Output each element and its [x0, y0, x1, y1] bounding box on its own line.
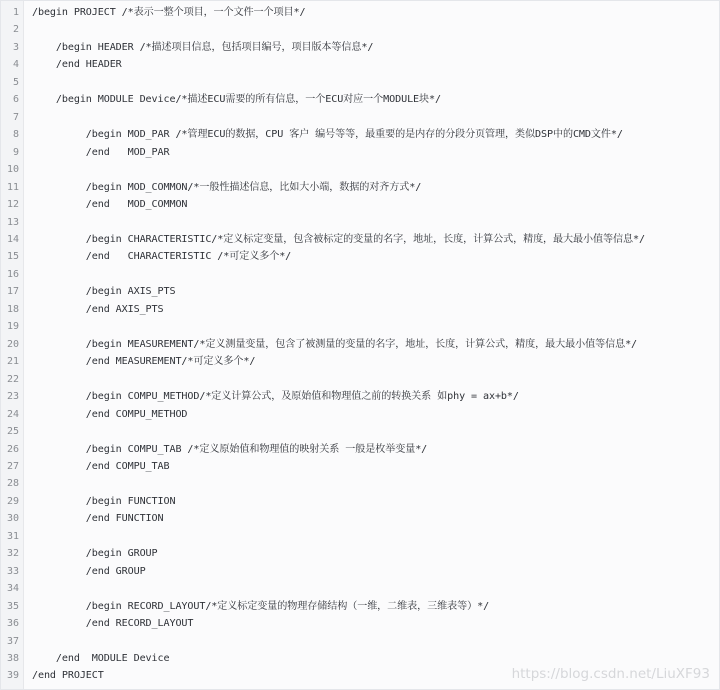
code-line: [1, 615, 719, 632]
code-text: /end MOD_COMMON: [32, 199, 188, 211]
code-line: [1, 231, 719, 248]
code-line: [1, 493, 719, 510]
line-number: 26: [6, 443, 19, 455]
code-line: [1, 388, 719, 405]
line-number: 21: [6, 356, 19, 368]
code-line: [1, 545, 719, 562]
code-line: [1, 56, 719, 73]
line-number: 25: [6, 426, 19, 438]
code-text: /begin GROUP: [32, 548, 158, 560]
code-text: /end RECORD_LAYOUT: [32, 618, 194, 630]
line-number: 15: [6, 251, 19, 263]
code-line: [1, 248, 719, 265]
code-line: [1, 650, 719, 667]
code-line: [1, 353, 719, 370]
code-line: [1, 406, 719, 423]
code-line: [1, 423, 719, 440]
code-text: /begin CHARACTERISTIC/*定义标定变量，包含被标定的变量的名字，地址，长度，计算公式，精度，最大最小值等信息*/: [32, 233, 645, 245]
code-line: [1, 336, 719, 353]
code-line: [1, 144, 719, 161]
code-text: /begin AXIS_PTS: [32, 286, 176, 298]
code-text: /begin HEADER /*描述项目信息，包括项目编号，项目版本等信息*/: [32, 41, 374, 53]
code-text: /begin MOD_COMMON/*一般性描述信息，比如大小端，数据的对齐方式*/: [32, 181, 422, 193]
line-number: 24: [6, 408, 19, 420]
line-number: 4: [12, 59, 19, 71]
code-line: [1, 475, 719, 492]
code-text: /begin COMPU_TAB /*定义原始值和物理值的映射关系 一般是枚举变量*/: [32, 443, 428, 455]
code-line: [1, 161, 719, 178]
line-number: 12: [6, 199, 19, 211]
code-line: [1, 283, 719, 300]
line-number: 36: [6, 618, 19, 630]
line-number: 31: [6, 530, 19, 542]
code-text: /end COMPU_METHOD: [32, 408, 188, 420]
line-number: 19: [6, 321, 19, 333]
line-number: 16: [6, 268, 19, 280]
line-number: 14: [6, 233, 19, 245]
line-number: 13: [6, 216, 19, 228]
code-text: /begin RECORD_LAYOUT/*定义标定变量的物理存储结构（一维，二维表，三维表等）*/: [32, 600, 490, 612]
code-line: [1, 633, 719, 650]
line-number: 23: [6, 391, 19, 403]
line-number: 35: [6, 600, 19, 612]
code-line: [1, 528, 719, 545]
code-text: /end COMPU_TAB: [32, 460, 170, 472]
code-line: [1, 109, 719, 126]
line-number: 28: [6, 478, 19, 490]
code-line: [1, 580, 719, 597]
code-text: /end CHARACTERISTIC /*可定义多个*/: [32, 251, 292, 263]
line-number: 33: [6, 565, 19, 577]
line-number: 18: [6, 303, 19, 315]
code-line: [1, 318, 719, 335]
code-line: [1, 458, 719, 475]
line-number: 32: [6, 548, 19, 560]
line-number: 9: [12, 146, 19, 158]
code-text: /end AXIS_PTS: [32, 303, 164, 315]
code-line: [1, 266, 719, 283]
code-text: /begin PROJECT /*表示一整个项目，一个文件一个项目*/: [32, 7, 306, 18]
code-line: [1, 74, 719, 91]
code-text: /begin FUNCTION: [32, 495, 176, 507]
line-number: 11: [6, 181, 19, 193]
code-line: [1, 196, 719, 213]
line-number: 29: [6, 495, 19, 507]
code-line: [1, 21, 719, 38]
line-number: 20: [6, 338, 19, 350]
code-line: [1, 510, 719, 527]
code-line: [1, 4, 719, 21]
line-number: 30: [6, 513, 19, 525]
code-text: /begin COMPU_METHOD/*定义计算公式，及原始值和物理值之前的转换关系 如phy = ax+b*/: [32, 391, 519, 403]
line-number: 6: [12, 94, 19, 106]
code-text: /end MODULE Device: [32, 653, 170, 665]
line-number: 37: [6, 635, 19, 647]
code-text: /end GROUP: [32, 565, 146, 577]
code-line: [1, 301, 719, 318]
line-number: 8: [12, 129, 19, 141]
code-line: [1, 91, 719, 108]
code-text: /end FUNCTION: [32, 513, 164, 525]
code-line: [1, 563, 719, 580]
code-line: [1, 179, 719, 196]
code-line: [1, 598, 719, 615]
code-text: /end MOD_PAR: [32, 146, 170, 158]
code-text: /end PROJECT: [32, 670, 104, 682]
line-number: 27: [6, 460, 19, 472]
line-number: 34: [6, 583, 19, 595]
line-number: 39: [6, 670, 19, 682]
code-text: /end HEADER: [32, 59, 122, 71]
line-number: 22: [6, 373, 19, 385]
line-number: 5: [12, 76, 19, 88]
code-text: /begin MEASUREMENT/*定义测量变量，包含了被测量的变量的名字，地址，长度，计算公式，精度，最大最小值等信息*/: [32, 338, 638, 350]
code-line: [1, 371, 719, 388]
line-number: 10: [6, 164, 19, 176]
code-line: [1, 126, 719, 143]
line-number: 38: [6, 653, 19, 665]
line-number: 7: [12, 111, 19, 123]
line-number: 17: [6, 286, 19, 298]
watermark-text: https://blog.csdn.net/LiuXF93: [511, 666, 710, 682]
code-text: /begin MODULE Device/*描述ECU需要的所有信息，一个ECU对应一个MODULE块*/: [32, 94, 441, 106]
code-text: /begin MOD_PAR /*管理ECU的数据，CPU 客户 编号等等，最重要的是内存的分段分页管理，类似DSP中的CMD文件*/: [32, 129, 623, 141]
code-line: [1, 441, 719, 458]
line-number: 2: [12, 24, 19, 36]
code-line: [1, 39, 719, 56]
code-text: /end MEASUREMENT/*可定义多个*/: [32, 356, 256, 368]
code-line: [1, 214, 719, 231]
line-number: 3: [12, 41, 19, 53]
line-number: 1: [12, 7, 19, 18]
